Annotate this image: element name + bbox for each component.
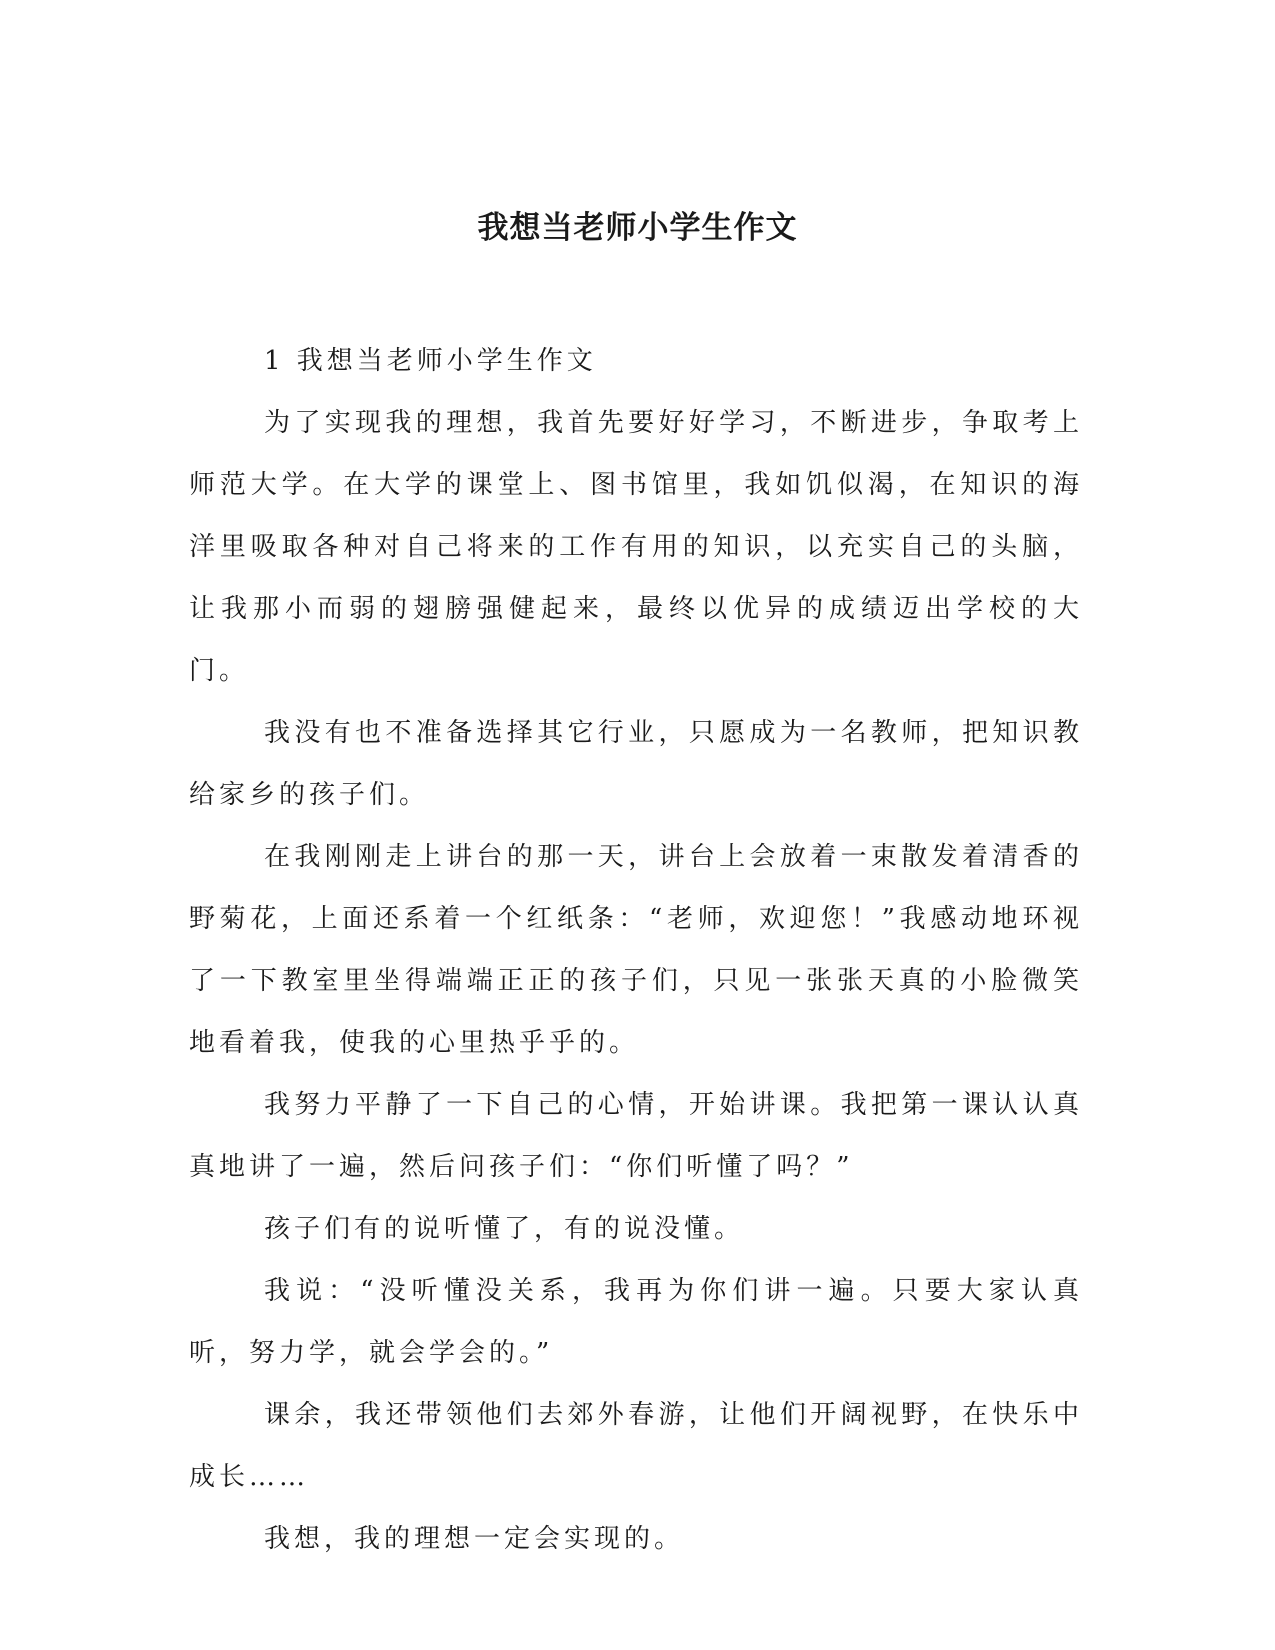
- paragraph: 我想，我的理想一定会实现的。: [264, 1524, 685, 1554]
- paragraph: 在我刚刚走上讲台的那一天，讲台上会放着一束散发着清香的野菊花，上面还系着一个红纸条：“老师，欢迎您！”我感动地环视了一下教室里坐得端端正正的孩子们，只见一张张天真的小脸微笑地看着我，使我的心里热乎乎的。: [189, 842, 1083, 1058]
- document-body: [189, 330, 1083, 1570]
- paragraph: 课余，我还带领他们去郊外春游，让他们开阔视野，在快乐中成长……: [189, 1400, 1083, 1492]
- section-heading: 1 我想当老师小学生作文: [264, 346, 597, 376]
- paragraph: 我没有也不准备选择其它行业，只愿成为一名教师，把知识教给家乡的孩子们。: [189, 718, 1083, 810]
- paragraph: 我努力平静了一下自己的心情，开始讲课。我把第一课认认真真地讲了一遍，然后问孩子们：“你们听懂了吗？”: [189, 1090, 1083, 1182]
- document-title: 我想当老师小学生作文: [477, 210, 798, 246]
- paragraph: 为了实现我的理想，我首先要好好学习，不断进步，争取考上师范大学。在大学的课堂上、图书馆里，我如饥似渴，在知识的海洋里吸取各种对自己将来的工作有用的知识，以充实自己的头脑，让我那小而弱的翅膀强健起来，最终以优异的成绩迈出学校的大门。: [189, 408, 1083, 686]
- paragraph: 孩子们有的说听懂了，有的说没懂。: [264, 1214, 745, 1244]
- paragraph: 我说：“没听懂没关系，我再为你们讲一遍。只要大家认真听，努力学，就会学会的。”: [189, 1276, 1083, 1368]
